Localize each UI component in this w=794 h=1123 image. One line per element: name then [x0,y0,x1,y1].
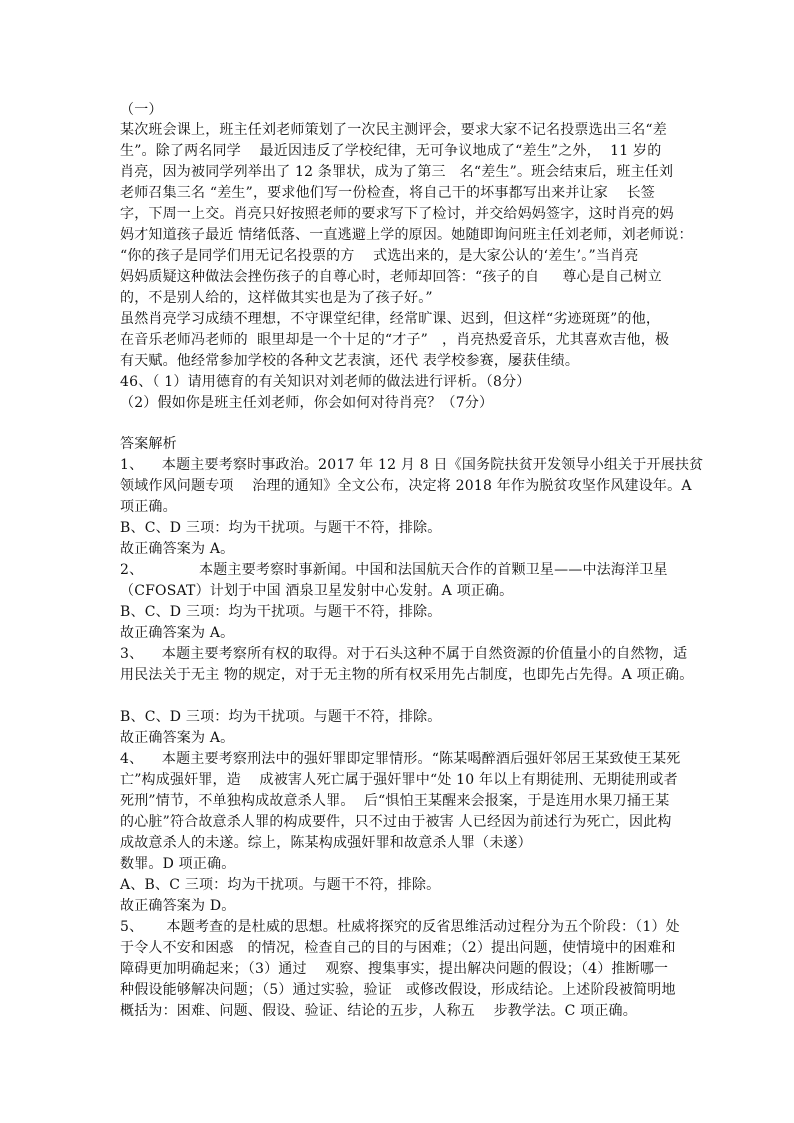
text-line: 数罪。D 项正确。 [120,856,236,872]
text-line: 亡”构成强奸罪，造 成被害人死亡属于强奸罪中“处 10 年以上有期徒刑、无期徒刑或者 [120,772,678,788]
text-line: 成故意杀人的未遂。综上，陈某构成强奸罪和故意杀人罪（未遂） [120,835,532,851]
text-line: 有天赋。他经常参加学校的各种文艺表演，还代 表学校参赛，屡获佳绩。 [120,353,580,369]
text-line: 死刑”情节，不单独构成故意杀人罪。 后“惧怕王某醒来会报案，于是连用水果刀捅王某 [120,793,670,809]
text-line: 5、 本题考查的是杜威的思想。杜威将探究的反省思维活动过程分为五个阶段：（1）处 [120,919,680,935]
text-line: 于令人不安和困惑 的情况，检查自己的目的与困难；（2）提出问题，使情境中的困难和 [120,940,676,956]
text-line: B、C、D 三项：均为干扰项。与题干不符，排除。 [120,604,442,620]
text-line: 故正确答案为 A。 [120,730,235,746]
text-line: 用民法关于无主 物的规定，对于无主物的所有权采用先占制度，也即先占先得。A 项正确。 [120,667,694,683]
text-line: 故正确答案为 D。 [120,898,236,914]
text-line: B、C、D 三项：均为干扰项。与题干不符，排除。 [120,709,442,725]
text-line: “你的孩子是同学们用无记名投票的方 式选出来的，是大家公认的‘差生’。”当肖亮 [120,248,639,264]
text-line: 在音乐老师冯老师的 眼里却是一个十足的“才子” ，肖亮热爱音乐，尤其喜欢吉他，极 [120,332,670,348]
text-line: 妈妈质疑这种做法会挫伤孩子的自尊心时，老师却回答：“孩子的自 尊心是自己树立 [120,269,662,285]
text-line: 虽然肖亮学习成绩不理想，不守课堂纪律，经常旷课、迟到，但这样“劣迹斑斑”的他， [120,311,661,327]
text-line: 故正确答案为 A。 [120,625,235,641]
text-line: 肖亮，因为被同学列举出了 12 条罪状，成为了第三 名“差生”。班会结束后，班主任刘 [120,164,674,180]
text-line: 障碍更加明确起来；（3）通过 观察、搜集事实，提出解决问题的假设；（4）推断哪一 [120,961,669,977]
text-line: 领域作风问题专项 治理的通知》全文公布，决定将 2018 年作为脱贫攻坚作风建设年。A [120,478,692,494]
text-line: 项正确。 [120,499,177,515]
text-line: 种假设能够解决问题；（5）通过实验，验证 或修改假设，形成结论。上述阶段被简明地 [120,982,676,998]
text-line: 某次班会课上，班主任刘老师策划了一次民主测评会，要求大家不记名投票选出三名“差 [120,122,667,138]
text-line: 概括为：困难、问题、假设、验证、结论的五步，人称五 步教学法。C 项正确。 [120,1003,637,1019]
text-line: B、C、D 三项：均为干扰项。与题干不符，排除。 [120,520,442,536]
text-line: （2）假如你是班主任刘老师，你会如何对待肖亮？（7分） [120,395,494,411]
text-line: 4、 本题主要考察刑法中的强奸罪即定罪情形。“陈某喝醉酒后强奸邻居王某致使王某死 [120,751,681,767]
text-line: 生”。除了两名同学 最近因违反了学校纪律，无可争议地成了“差生”之外， 11 岁的 [120,143,662,159]
text-line: A、B、C 三项：均为干扰项。与题干不符，排除。 [120,877,441,893]
text-line: 1、 本题主要考察时事政治。2017 年 12 月 8 日《国务院扶贫开发领导小组关于开展扶贫 [120,457,704,473]
text-line: （一） [120,102,163,118]
text-line: 老师召集三名 “差生”，要求他们写一份检查，将自己干的坏事都写出来并让家 长签 [120,185,655,201]
text-line: 46、（ 1）请用德育的有关知识对刘老师的做法进行评析。（8分） [120,374,531,390]
text-line: 字，下周一上交。肖亮只好按照老师的要求写下了检讨，并交给妈妈签字，这时肖亮的妈 [120,206,674,222]
text-line: 的，不是别人给的，这样做其实也是为了孩子好。” [120,290,433,306]
text-line: 妈才知道孩子最近 情绪低落、一直逃避上学的原因。她随即询问班主任刘老师，刘老师说： [120,227,693,243]
text-line: 的心脏”符合故意杀人罪的构成要件，只不过由于被害 人已经因为前述行为死亡，因此构 [120,814,672,830]
text-line: 3、 本题主要考察所有权的取得。对于石头这种不属于自然资源的价值量小的自然物，适 [120,646,688,662]
text-line: （CFOSAT）计划于中国 酒泉卫星发射中心发射。A 项正确。 [120,583,514,599]
text-line: 故正确答案为 A。 [120,541,235,557]
text-line: 答案解析 [120,436,177,452]
text-line: 2、 本题主要考察时事新闻。中国和法国航天合作的首颗卫星——中法海洋卫星 [120,562,668,578]
